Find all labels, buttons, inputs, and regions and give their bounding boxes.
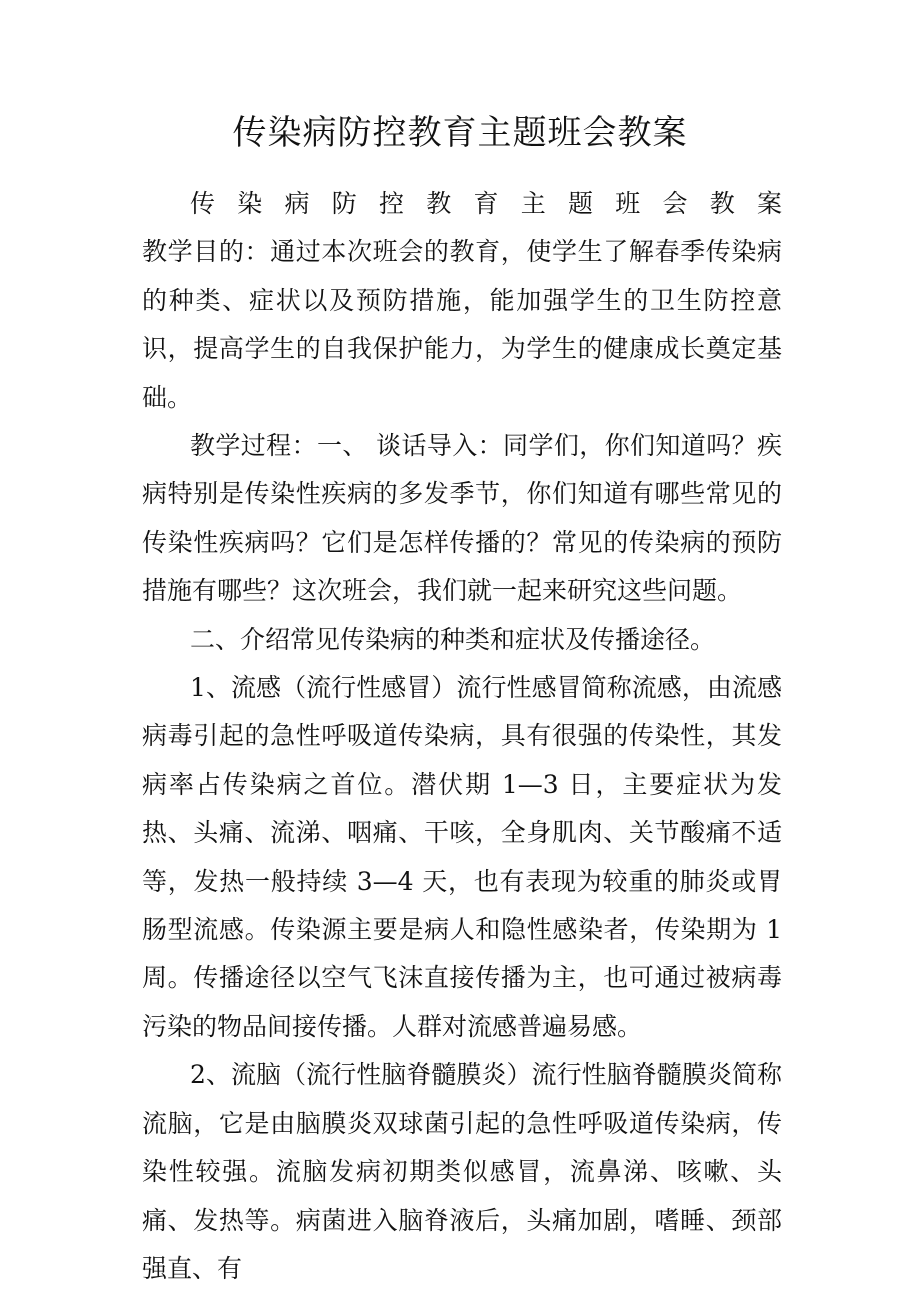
paragraph-influenza: 1、流感（流行性感冒）流行性感冒简称流感，由流感病毒引起的急性呼吸道传染病，具有很强的传染性，其发病率占传染病之首位。潜伏期 1—3 日，主要症状为发热、头痛、流涕、咽痛、干咳，全身肌肉、关节酸痛不适等，发热一般持续 3—4 天，也有表现为较重的肺炎或胃肠型流感。传染源主要是病人和隐性感染者，传染期为 1 周。传播途径以空气飞沫直接传播为主，也可通过被病毒污染的物品间接传播。人群对流感普遍易感。: [142, 673, 782, 1041]
paragraph-section-two: 二、介绍常见传染病的种类和症状及传播途径。: [190, 624, 716, 654]
document-title: 传染病防控教育主题班会教案: [232, 113, 688, 153]
paragraph-objective: 教学目的：通过本次班会的教育，使学生了解春季传染病的种类、症状以及预防措施，能加强学生的卫生防控意识，提高学生的自我保护能力，为学生的健康成长奠定基础。: [142, 237, 782, 412]
paragraph-meningitis: 2、流脑（流行性脑脊髓膜炎）流行性脑脊髓膜炎简称流脑，它是由脑膜炎双球菌引起的急性呼吸道传染病，传染性较强。流脑发病初期类似感冒，流鼻涕、咳嗽、头痛、发热等。病菌进入脑脊液后，头痛加剧，嗜睡、颈部强直、有: [142, 1060, 782, 1283]
document-subtitle: 传 染 病 防 控 教 育 主 题 班 会 教 案: [190, 189, 782, 218]
paragraph-process-intro: 教学过程：一、 谈话导入：同学们，你们知道吗？疾病特别是传染性疾病的多发季节，你们知道有哪些常见的传染性疾病吗？它们是怎样传播的？常见的传染病的预防措施有哪些？这次班会，我们就一起来研究这些问题。: [142, 431, 782, 606]
document-body: [142, 180, 782, 1293]
